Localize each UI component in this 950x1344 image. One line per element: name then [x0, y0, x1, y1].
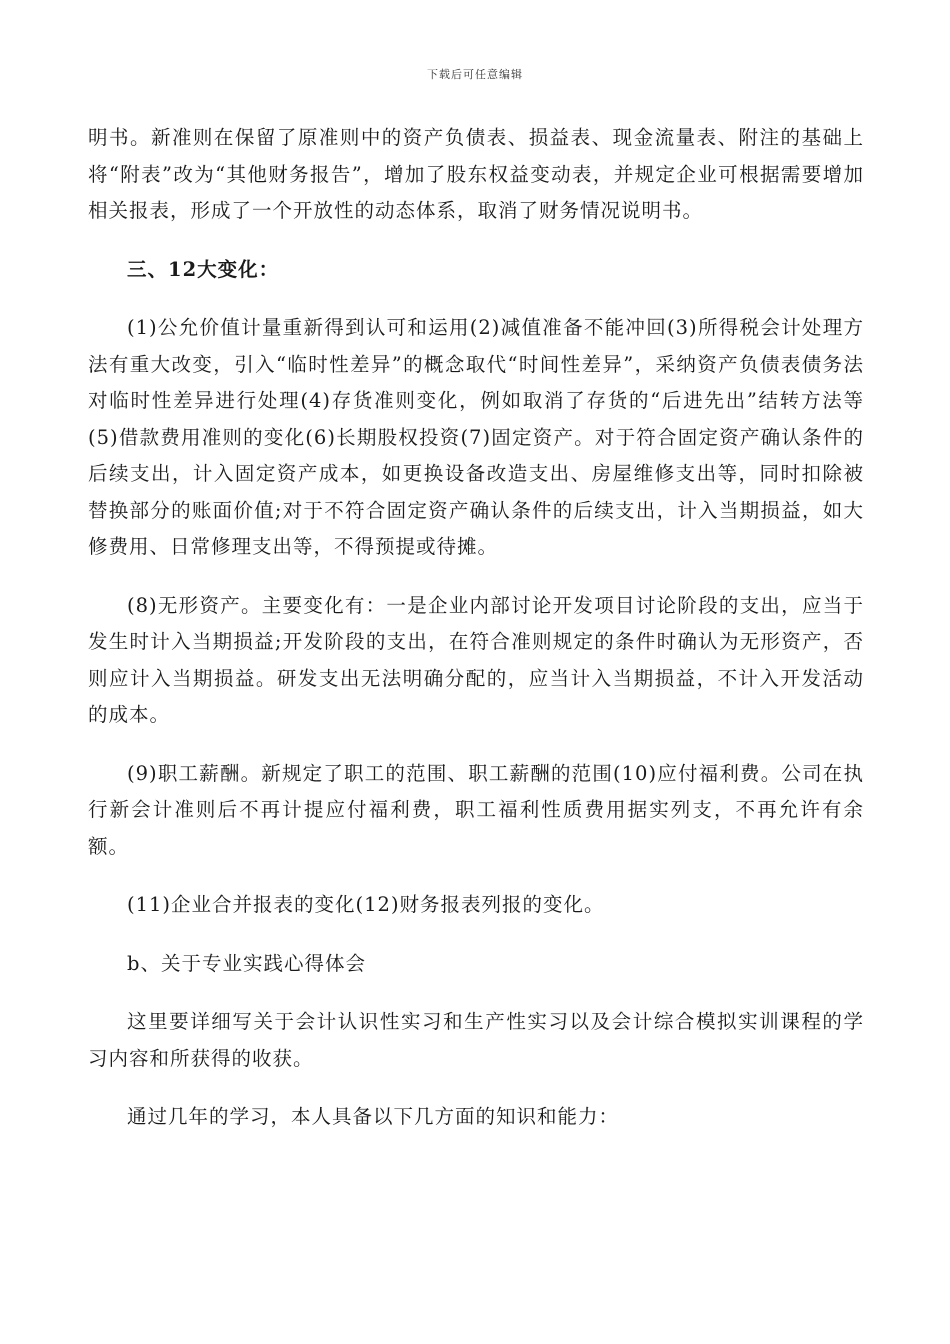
page-header: 下载后可任意编辑 — [427, 68, 523, 81]
paragraph-changes-1-7: (1)公允价值计量重新得到认可和运用(2)减值准备不能冲回(3)所得税会计处理方法有重大改变，引入“临时性差异”的概念取代“时间性差异”，采纳资产负债表债务法对临时性差异进行处理(4)存货准则变化，例如取消了存货的“后进先出”结转方法等(5)借款费用准则的变化(6)长期股权投资(7)固定资产。对于符合固定资产确认条件的后续支出，计入固定资产成本，如更换设备改造支出、房屋维修支出等，同时扣除被替换部分的账面价值;对于不符合固定资产确认条件的后续支出，计入当期损益，如大修费用、日常修理支出等，不得预提或待摊。 — [88, 316, 864, 558]
paragraph-changes-11-12: (11)企业合并报表的变化(12)财务报表列报的变化。 — [127, 893, 605, 916]
subsection-heading: b、关于专业实践心得体会 — [127, 951, 366, 975]
paragraph-abilities: 通过几年的学习，本人具备以下几方面的知识和能力： — [127, 1105, 620, 1128]
paragraph-changes-9-10: (9)职工薪酬。新规定了职工的范围、职工薪酬的范围(10)应付福利费。公司在执行新会计准则后不再计提应付福利费，职工福利性质费用据实列支，不再允许有余额。 — [88, 761, 864, 858]
paragraph-intro-continuation: 明书。新准则在保留了原准则中的资产负债表、损益表、现金流量表、附注的基础上将“附表”改为“其他财务报告”，增加了股东权益变动表，并规定企业可根据需要增加相关报表，形成了一个开放性的动态体系，取消了财务情况说明书。 — [88, 126, 864, 222]
section-heading: 三、12大变化： — [127, 257, 280, 281]
paragraph-practice: 这里要详细写关于会计认识性实习和生产性实习以及会计综合模拟实训课程的学习内容和所获得的收获。 — [88, 1010, 864, 1070]
paragraph-change-8: (8)无形资产。主要变化有：一是企业内部讨论开发项目讨论阶段的支出，应当于发生时计入当期损益;开发阶段的支出，在符合准则规定的条件时确认为无形资产，否则应计入当期损益。研发支出无法明确分配的，应当计入当期损益，不计入开发活动的成本。 — [88, 593, 864, 726]
document-body — [88, 120, 864, 1158]
